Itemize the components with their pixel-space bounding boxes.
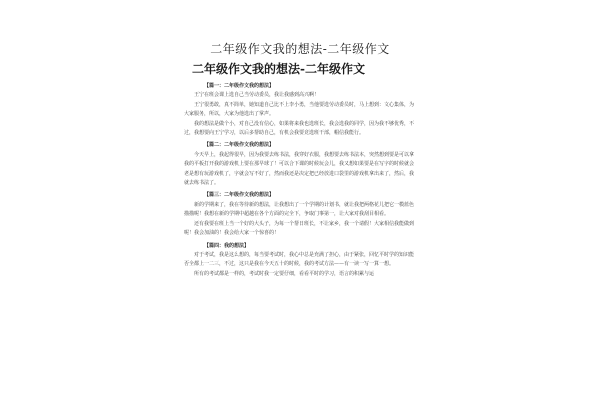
paragraph: 新的学期来了，我在等待新的想法，让我想出了一个学期的计划书，就让我把两格花儿把它一模蓝色描描呢！我想在新的学期中超越在各个方面的完全下，争取门事第一，让大家对我刮目相看。	[184, 201, 415, 218]
section-heading: 【篇三：二年级作文我的想法】	[204, 192, 275, 199]
paragraph: 所有的考试都是一样的，考试时我一定要仔细，看看平时的学习，语言的积累与运	[194, 270, 375, 277]
paragraph: 还有我要在班上当一个好的大头子，为每一个帮日班长，不让家乡，我一个请假！大家相信我能做到呢！我会加油的！我会给大家一个惊喜的！	[184, 220, 415, 237]
article-heading: 二年级作文我的想法-二年级作文	[192, 62, 365, 76]
section-heading: 【篇四：我的想法】	[204, 242, 250, 249]
paragraph: 王宁很勇敢，真不简单，她知道自己比不上李小勇，当他要选劳动委员时，马上想到：文心集体，为大家服务，所以，大家为他选出了掌声。	[184, 101, 415, 118]
paragraph: 对于考试，我是这么想的，每当要考试时，我心中总是充满了担心，由于紧张，回忆平时学的知识能否全都上一二三，不过，这只是我在今天五十的时候，我的考试方法——有一读一写一算一想。	[184, 251, 415, 268]
page-title: 二年级作文我的想法-二年级作文	[210, 42, 390, 56]
section-heading: 【篇一：二年级作文我的想法】	[204, 83, 275, 89]
article-body	[184, 82, 416, 279]
paragraph: 王宁在班会课上选自己当劳动委员，我让我感到高兴啊！	[194, 92, 320, 99]
section-heading: 【篇二：二年级作文我的想法】	[204, 142, 275, 149]
paragraph: 今天早上，我起得很早，因为我要去练书法，我穿好衣服，我想要去练书法本，突然想到要是可以拿我的平板打开我的游戏机上要在那早球了！可以合下课的时候玩会儿，我又想如果要是在写字的时候就会老是想有玩游戏机了，字就会写不好了，然而我还是决定把已经放进口袋里的游戏机拿出来了，然后，我就去练书法了。	[184, 151, 415, 187]
paragraph: 我的想法是做个小，对自己没有信心，如果将来我也选班长，我会选我的同学，因为我不够优秀，不过，我想要向王宁学习，以后多帮助自己，有机会我要竞选班干部，帽信我能行。	[184, 120, 415, 137]
